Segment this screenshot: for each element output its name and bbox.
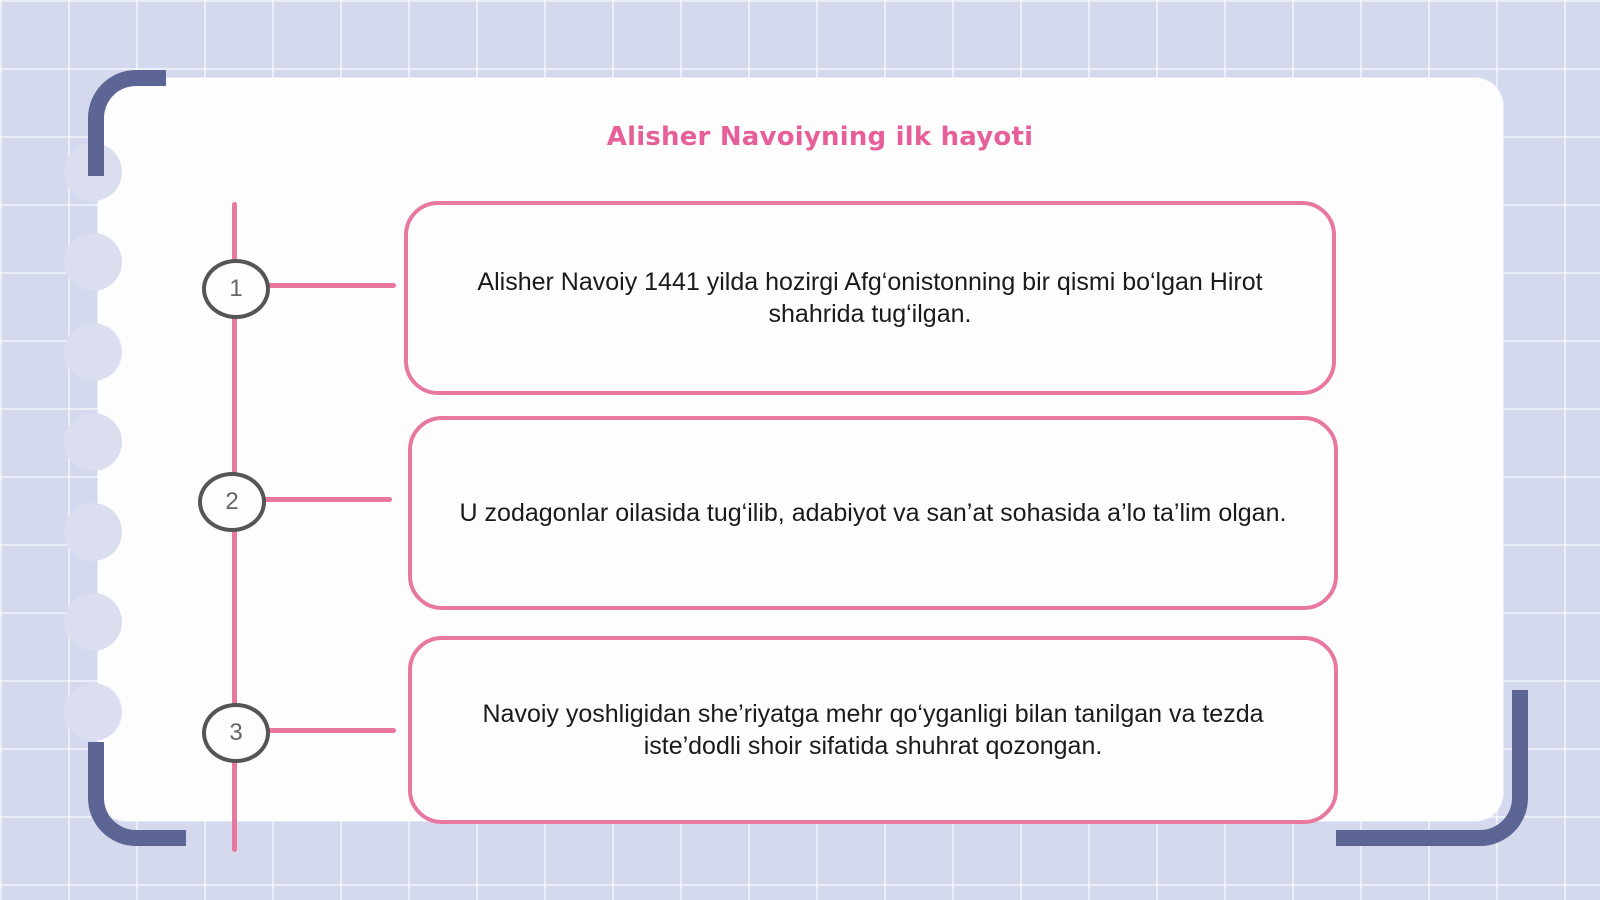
timeline-step-2: 2 (198, 472, 266, 532)
timeline-step-3: 3 (202, 703, 270, 763)
timeline-connector (262, 497, 392, 502)
corner-bracket-bottom-left (88, 742, 186, 846)
notebook-hole (64, 503, 122, 561)
timeline-step-1: 1 (202, 259, 270, 319)
event-box-2 (408, 416, 1338, 610)
timeline-connector (266, 728, 396, 733)
event-text: U zodagonlar oilasida tug‘ilib, adabiyot va san’at sohasida a’lo ta’lim olgan. (459, 499, 1287, 527)
event-text: Alisher Navoiy 1441 yilda hozirgi Afg‘onistonning bir qismi bo‘lgan Hirot shahrida tug‘ilgan. (477, 268, 1263, 328)
timeline-connector (266, 283, 396, 288)
notebook-hole (64, 593, 122, 651)
notebook-hole (64, 683, 122, 741)
notebook-hole (64, 323, 122, 381)
notebook-hole (64, 233, 122, 291)
corner-bracket-bottom-right (1336, 690, 1528, 846)
notebook-hole (64, 413, 122, 471)
event-text: Navoiy yoshligidan she’riyatga mehr qo‘yganligi bilan tanilgan va tezda iste’dodli shoir sifatida shuhrat qozongan. (482, 700, 1264, 760)
event-box-1 (404, 201, 1336, 395)
event-box-3 (408, 636, 1338, 824)
slide-title: Alisher Navoiyning ilk hayoti (606, 122, 1034, 152)
